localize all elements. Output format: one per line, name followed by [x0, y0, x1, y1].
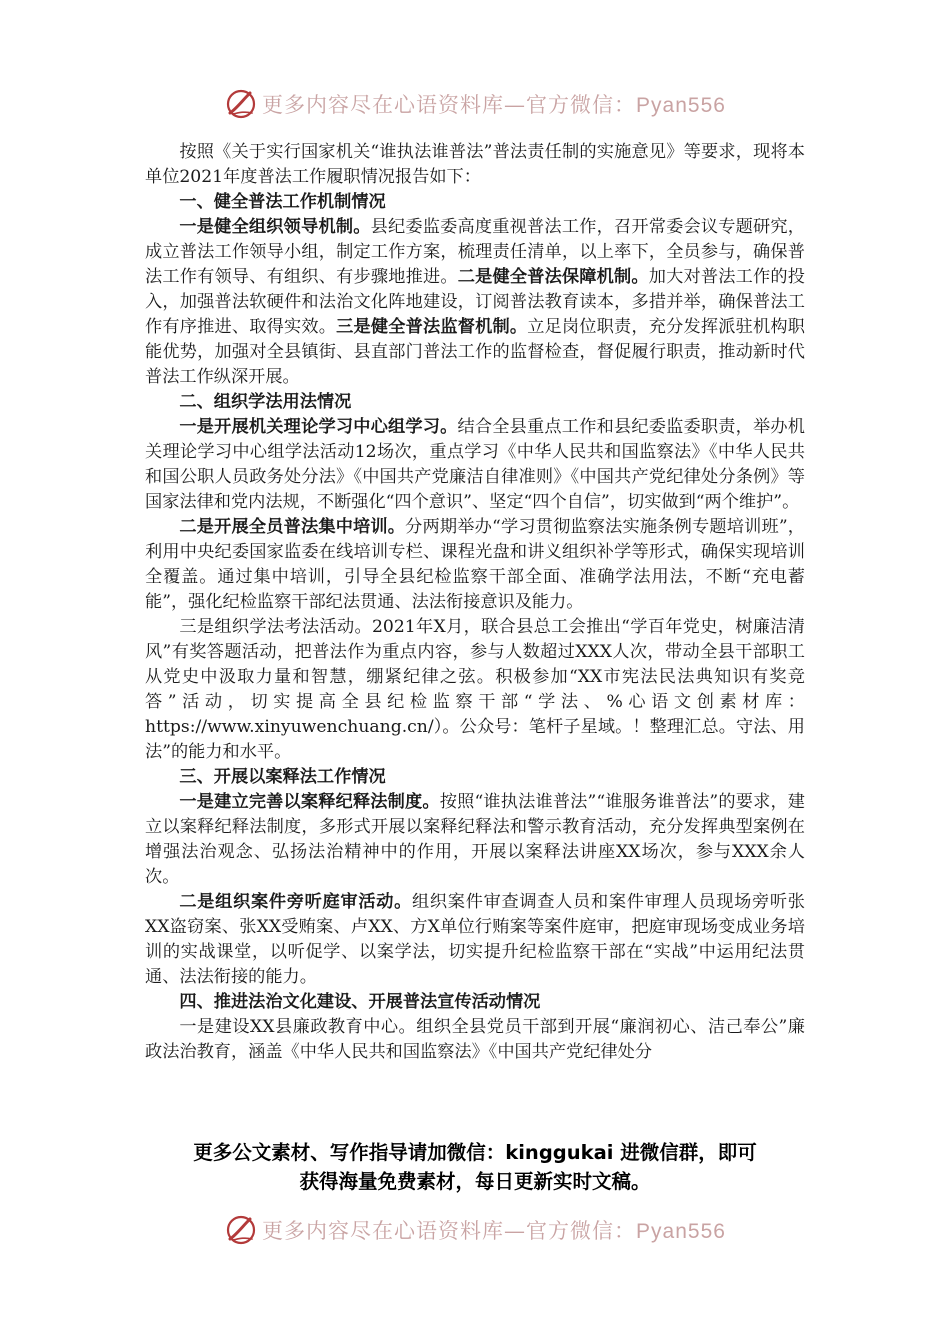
watermark-text: 更多内容尽在心语资料库—官方微信：Pyan556 — [262, 93, 726, 117]
promo-line-2: 获得海量免费素材，每日更新实时文稿。 — [299, 1170, 651, 1193]
paragraph-study-group: 一是开展机关理论学习中心组学习。结合全县重点工作和县纪委监委职责，举办机关理论学习中心组学法活动12场次，重点学习《中华人民共和国监察法》《中华人民共和国公职人员政务处分法》《中国共产党廉洁自律准则》《中国共产党纪律处分条例》等国家法律和党内法规，不断强化“四个意识”、坚定“四个自信”，切实做到“两个维护”。 — [145, 417, 805, 512]
section-heading-1: 一、健全普法工作机制情况 — [179, 192, 386, 212]
intro-paragraph: 按照《关于实行国家机关“谁执法谁普法”普法责任制的实施意见》等要求，现将本单位2021年度普法工作履职情况报告如下： — [145, 142, 805, 187]
brush-logo-icon — [224, 1213, 258, 1247]
paragraph-mechanism: 一是健全组织领导机制。县纪委监委高度重视普法工作，召开常委会议专题研究，成立普法工作领导小组，制定工作方案，梳理责任清单，以上率下，全员参与，确保普法工作有领导、有组织、有步骤地推进。二是健全普法保障机制。加大对普法工作的投入，加强普法软硬件和法治文化阵地建设，订阅普法教育读本，多措并举，确保普法工作有序推进、取得实效。三是健全普法监督机制。立足岗位职责，充分发挥派驻机构职能优势，加强对全县镇街、县直部门普法工作的监督检查，督促履行职责，推动新时代普法工作纵深开展。 — [145, 217, 805, 387]
promo-line-1: 更多公文素材、写作指导请加微信：kinggukai 进微信群，即可 — [193, 1141, 757, 1164]
watermark-banner-bottom — [0, 1210, 950, 1250]
document-body — [145, 140, 805, 1065]
brush-logo-icon — [224, 87, 258, 121]
section-heading-3: 三、开展以案释法工作情况 — [179, 767, 386, 787]
paragraph-quiz: 三是组织学法考法活动。2021年X月，联合县总工会推出“学百年党史，树廉洁清风”有奖答题活动，把普法作为重点内容，参与人数超过XXX人次，带动全县干部职工从党史中汲取力量和智慧，绷紧纪律之弦。积极参加“XX市宪法民法典知识有奖竞答”活动，切实提高全县纪检监察干部“学法、%心语文创素材库：https://www.xinyuwenchuang.cn/）。公众号：笔杆子星域。！整理汇总。守法、用法”的能力和水平。 — [145, 617, 805, 762]
section-heading-4: 四、推进法治文化建设、开展普法宣传活动情况 — [179, 992, 541, 1012]
section-heading-2: 二、组织学法用法情况 — [179, 392, 352, 412]
paragraph-education-center: 一是建设XX县廉政教育中心。组织全县党员干部到开展“廉润初心、洁己奉公”廉政法治教育，涵盖《中华人民共和国监察法》《中国共产党纪律处分 — [145, 1017, 805, 1062]
promo-notice — [100, 1138, 850, 1196]
watermark-text: 更多内容尽在心语资料库—官方微信：Pyan556 — [262, 1219, 726, 1243]
paragraph-case-system: 一是建立完善以案释纪释法制度。按照“谁执法谁普法”“谁服务谁普法”的要求，建立以案释纪释法制度，多形式开展以案释纪释法和警示教育活动，充分发挥典型案例在增强法治观念、弘扬法治精神中的作用，开展以案释法讲座XX场次，参与XXX余人次。 — [145, 792, 805, 887]
paragraph-training: 二是开展全员普法集中培训。分两期举办“学习贯彻监察法实施条例专题培训班”，利用中央纪委国家监委在线培训专栏、课程光盘和讲义组织补学等形式，确保实现培训全覆盖。通过集中培训，引导全县纪检监察干部全面、准确学法用法，不断“充电蓄能”，强化纪检监察干部纪法贯通、法法衔接意识及能力。 — [145, 517, 805, 612]
paragraph-court-hearing: 二是组织案件旁听庭审活动。组织案件审查调查人员和案件审理人员现场旁听张XX盗窃案、张XX受贿案、卢XX、方X单位行贿案等案件庭审，把庭审现场变成业务培训的实战课堂，以听促学、以案学法，切实提升纪检监察干部在“实战”中运用纪法贯通、法法衔接的能力。 — [145, 892, 805, 987]
watermark-banner-top — [0, 84, 950, 124]
